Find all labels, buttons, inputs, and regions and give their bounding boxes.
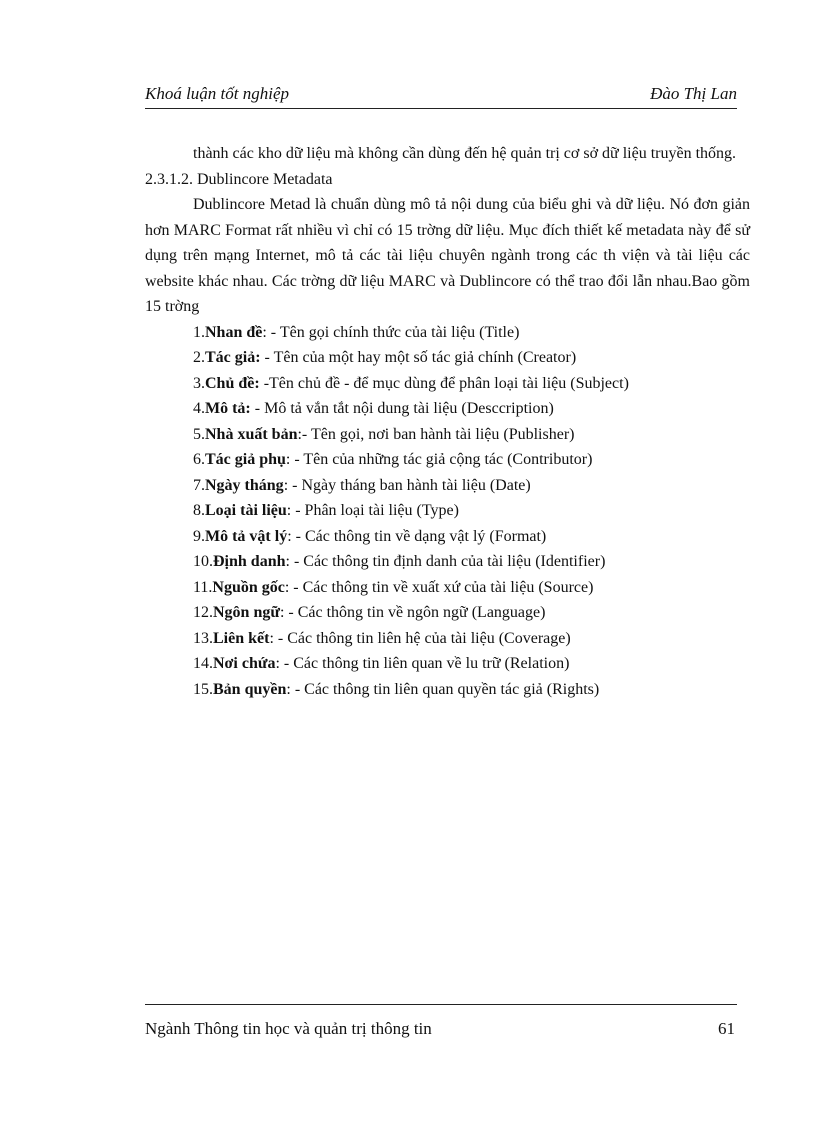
- element-term: Chủ đề:: [205, 374, 260, 392]
- element-term: Nhà xuất bản: [205, 425, 298, 443]
- list-item: 12.Ngôn ngữ: - Các thông tin về ngôn ngữ (Language): [193, 604, 546, 621]
- element-term: Nguồn gốc: [212, 578, 285, 596]
- footer-department: Ngành Thông tin học và quản trị thông tin: [145, 1019, 432, 1038]
- list-item: 9.Mô tả vật lý: - Các thông tin về dạng vật lý (Format): [193, 527, 547, 545]
- element-term: Tác giả:: [205, 349, 261, 366]
- element-term: Nhan đề: [205, 323, 263, 341]
- element-term: Mô tả:: [205, 400, 251, 417]
- list-item: 13.Liên kết: - Các thông tin liên hệ của tài liệu (Coverage): [193, 629, 571, 647]
- list-item: 1.Nhan đề: - Tên gọi chính thức của tài liệu (Title): [193, 323, 520, 341]
- list-item: 3.Chủ đề: -Tên chủ đề - để mục dùng để phân loại tài liệu (Subject): [193, 374, 629, 392]
- list-item: 10.Định danh: - Các thông tin định danh của tài liệu (Identifier): [193, 553, 606, 570]
- list-item: 8.Loại tài liệu: - Phân loại tài liệu (Type): [193, 502, 459, 519]
- list-item: 7.Ngày tháng: - Ngày tháng ban hành tài liệu (Date): [193, 476, 531, 494]
- element-term: Nơi chứa: [213, 655, 276, 672]
- list-item: 4.Mô tả: - Mô tả vắn tắt nội dung tài liệu (Desccription): [193, 400, 554, 417]
- page-number: 61: [718, 1019, 735, 1038]
- page-body: [145, 141, 750, 702]
- element-term: Ngày tháng: [205, 476, 284, 494]
- element-term: Mô tả vật lý: [205, 527, 288, 545]
- header-divider: [145, 108, 737, 109]
- element-term: Bản quyền: [213, 680, 287, 698]
- paragraph-continuation: thành các kho dữ liệu mà không cần dùng đến hệ quản trị cơ sở dữ liệu truyền thống.: [193, 145, 737, 162]
- element-term: Định danh: [213, 553, 286, 570]
- element-term: Loại tài liệu: [205, 502, 287, 519]
- metadata-elements-list: [145, 320, 750, 703]
- list-item: 11.Nguồn gốc: - Các thông tin về xuất xứ của tài liệu (Source): [193, 578, 594, 596]
- list-item: 14.Nơi chứa: - Các thông tin liên quan về lu trữ (Relation): [193, 655, 570, 672]
- element-term: Ngôn ngữ: [213, 604, 280, 621]
- list-item: 2.Tác giả: - Tên của một hay một số tác giả chính (Creator): [193, 349, 577, 366]
- element-term: Tác giả phụ: [205, 451, 286, 468]
- element-term: Liên kết: [213, 629, 270, 647]
- paragraph-dublincore-intro: Dublincore Metad là chuẩn dùng mô tả nội dung của biểu ghi và dữ liệu. Nó đơn giản hơn MARC Format rất nhiều vì chỉ có 15 trờng dữ liệu. Mục đích thiết kế metadata này để sử dụng trên mạng Internet, mô tả các tài liệu chuyên ngành trong các th viện và tài liệu các website khác nhau. Các trờng dữ liệu MARC và Dublincore có thể trao đổi lẫn nhau.Bao gồm 15 trờng: [145, 196, 750, 315]
- header-author-name: Đào Thị Lan: [650, 84, 737, 103]
- list-item: 5.Nhà xuất bản:- Tên gọi, nơi ban hành tài liệu (Publisher): [193, 425, 575, 443]
- list-item: 6.Tác giả phụ: - Tên của những tác giả cộng tác (Contributor): [193, 451, 593, 468]
- header-thesis-title: Khoá luận tốt nghiệp: [145, 84, 290, 103]
- section-heading: 2.3.1.2. Dublincore Metadata: [145, 170, 333, 188]
- footer-divider: [145, 1004, 737, 1005]
- list-item: 15.Bản quyền: - Các thông tin liên quan quyền tác giả (Rights): [193, 680, 600, 698]
